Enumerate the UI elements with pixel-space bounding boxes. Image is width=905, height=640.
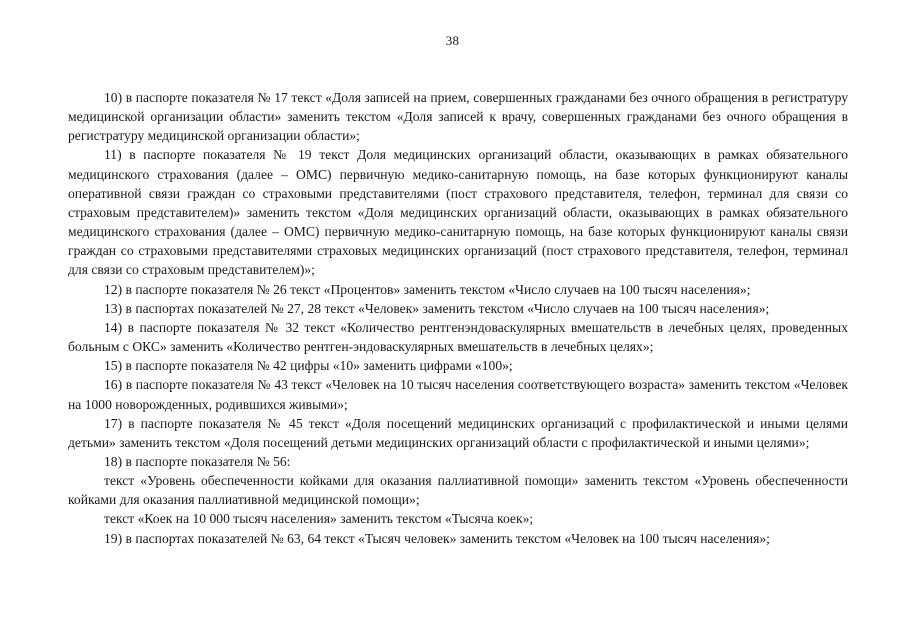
paragraph-item-16: 16) в паспорте показателя № 43 текст «Человек на 10 тысяч населения соответствующего возраста» заменить текстом «Человек на 1000 новорожденных, родившихся живыми»; xyxy=(68,377,848,412)
paragraph-item-19: 19) в паспортах показателей № 63, 64 текст «Тысяч человек» заменить текстом «Человек на 100 тысяч населения»; xyxy=(104,530,770,546)
paragraph-item-18-sub-2: текст «Коек на 10 000 тысяч населения» заменить текстом «Тысяча коек»; xyxy=(104,511,534,527)
paragraph-item-15: 15) в паспорте показателя № 42 цифры «10» заменить цифрами «100»; xyxy=(104,358,513,374)
document-body xyxy=(68,88,848,548)
page-number: 38 xyxy=(445,33,460,48)
paragraph-item-13: 13) в паспортах показателей № 27, 28 текст «Человек» заменить текстом «Число случаев на 100 тысяч населения»; xyxy=(104,300,770,316)
paragraph-item-18-sub-1: текст «Уровень обеспеченности койками для оказания паллиативной помощи» заменить текстом «Уровень обеспеченности койками для оказания паллиативной медицинской помощи»; xyxy=(68,473,848,508)
paragraph-item-11: 11) в паспорте показателя № 19 текст Доля медицинских организаций области, оказывающих в рамках обязательного медицинского страхования (далее – ОМС) первичную медико-санитарную помощь, на базе которых функционируют каналы оперативной связи граждан со страховыми представителями (пост страхового представителя, телефон, терминал для связи со страховым представителем)» заменить текстом «Доля медицинских организаций области, оказывающих в рамках обязательного медицинского страхования (далее – ОМС) первичную медико-санитарную помощь, на базе которых функционируют каналы связи граждан со страховыми представителями страховых медицинских организаций (пост страхового представителя, телефон, терминал для связи со страховым представителем)»; xyxy=(68,147,848,278)
paragraph-item-18: 18) в паспорте показателя № 56: xyxy=(104,453,291,469)
paragraph-item-14: 14) в паспорте показателя № 32 текст «Количество рентгенэндоваскулярных вмешательств в лечебных целях, проведенных больным с ОКС» заменить «Количество рентген-эндоваскулярных вмешательств в лечебных целях»; xyxy=(68,319,848,355)
paragraph-item-17: 17) в паспорте показателя № 45 текст «Доля посещений медицинских организаций с профилактической и иными целями детьми» заменить текстом «Доля посещений детьми медицинских организаций области с профилактической и иными целями»; xyxy=(68,415,848,450)
paragraph-item-12: 12) в паспорте показателя № 26 текст «Процентов» заменить текстом «Число случаев на 100 тысяч населения»; xyxy=(104,281,751,297)
paragraph-item-10: 10) в паспорте показателя № 17 текст «Доля записей на прием, совершенных гражданами без очного обращения в регистратуру медицинской организации области» заменить текстом «Доля записей к врачу, совершенных гражданами без очного обращения в регистратуру медицинской организации области»; xyxy=(68,90,848,144)
